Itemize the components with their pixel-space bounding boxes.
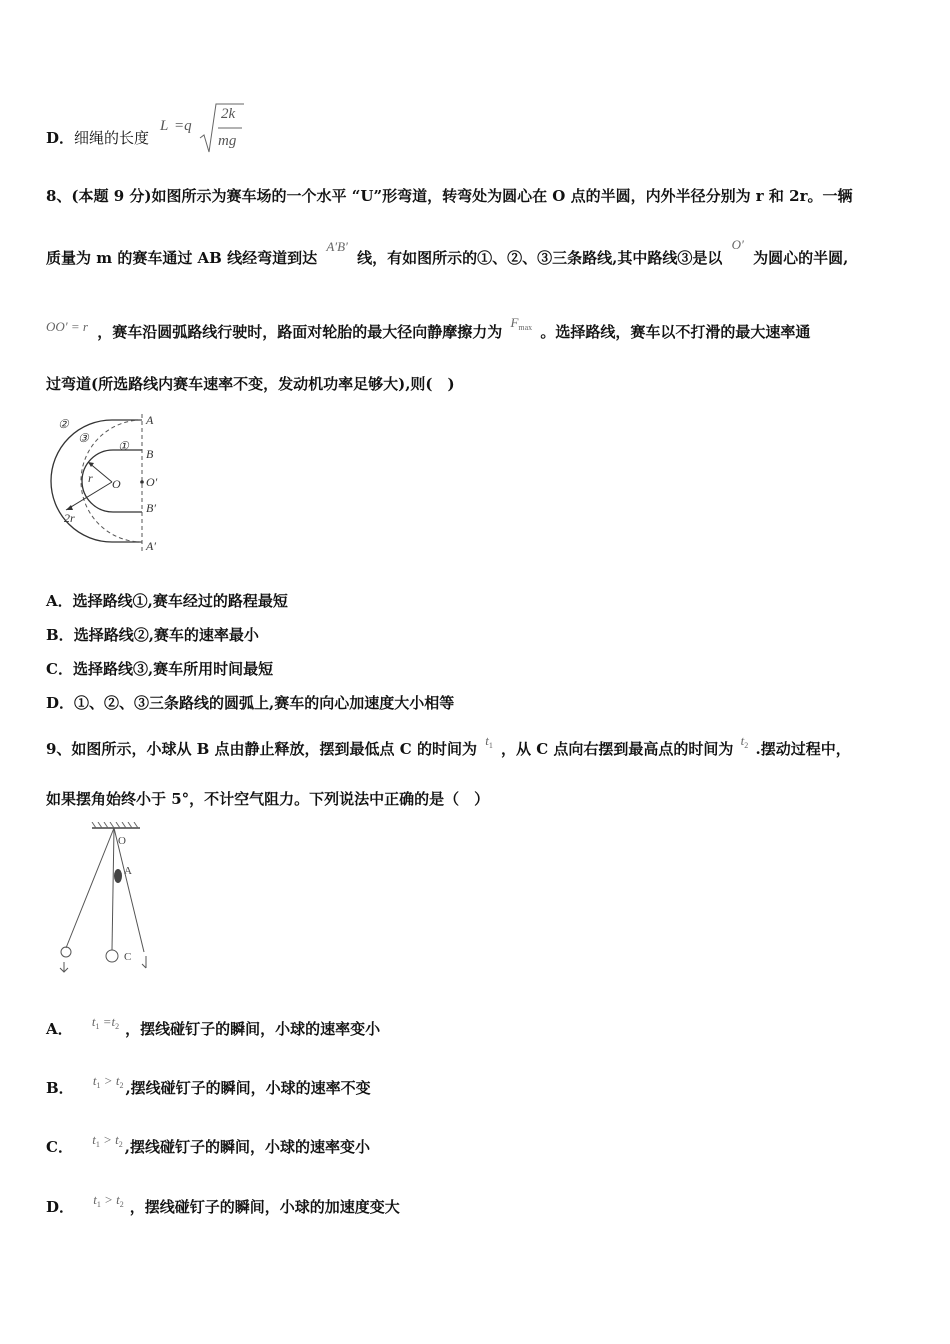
t1-var: t xyxy=(92,1132,96,1147)
q8-line3-b: 。选择路线，赛车以不打滑的最大速率通 xyxy=(540,323,811,341)
t1-sub: 1 xyxy=(488,741,493,750)
label-c: C xyxy=(124,951,132,963)
label-o: O xyxy=(118,835,126,847)
q8-option-a xyxy=(46,591,288,611)
q8-line3-math-fmax xyxy=(507,315,535,330)
option-formula xyxy=(78,1014,125,1029)
option-formula xyxy=(79,1073,126,1088)
relation: > xyxy=(104,1192,113,1207)
fmax-sub: max xyxy=(518,323,533,332)
label-b-prime: B′ xyxy=(146,501,156,515)
t2-sub: 2 xyxy=(119,1200,124,1209)
option-text: ，摆线碰钉子的瞬间，小球的加速度变大 xyxy=(129,1198,400,1216)
option-formula xyxy=(79,1192,130,1207)
option-text: ,摆线碰钉子的瞬间，小球的速率变小 xyxy=(124,1138,370,1156)
q8-line2-math-ab: A′B′ xyxy=(326,239,348,254)
t1-sub: 1 xyxy=(95,1022,100,1031)
option-label: D． xyxy=(46,1198,75,1216)
option-label: D． xyxy=(46,129,75,147)
q9-option-d xyxy=(46,1192,400,1223)
label-r: r xyxy=(88,471,93,485)
label-b: B xyxy=(146,447,154,461)
t2-var: t xyxy=(740,733,745,748)
formula-eq: =q xyxy=(174,118,192,134)
q8-line2-b: 线，有如图所示的①、②、③三条路线,其中路线③是以 xyxy=(357,249,723,267)
label-3: ③ xyxy=(78,431,89,445)
label-2r: 2r xyxy=(64,511,75,525)
q9-line2: 如果摆角始终小于 5°，不计空气阻力。下列说法中正确的是（ ） xyxy=(46,790,490,808)
u-track-figure xyxy=(46,406,176,558)
option-text: ①、②、③三条路线的圆弧上,赛车的向心加速度大小相等 xyxy=(74,694,455,712)
q8-option-c xyxy=(46,659,273,679)
length-formula xyxy=(160,100,250,156)
t2-var: t xyxy=(116,1192,120,1207)
option-formula xyxy=(78,1132,125,1147)
q8-line4: 过弯道(所选路线内赛车速率不变，发动机功率足够大),则( ) xyxy=(46,375,455,393)
q8-line1: 8、(本题 9 分)如图所示为赛车场的一个水平 “U”形弯道，转弯处为圆心在 O 点的半圆，内外半径分别为 r 和 2r。一辆 xyxy=(46,187,853,205)
t2-sub: 2 xyxy=(119,1081,124,1090)
option-text: 选择路线③,赛车所用时间最短 xyxy=(72,660,274,678)
q8-line3 xyxy=(46,315,811,348)
q9-line1-a: 9、如图所示，小球从 B 点由静止释放，摆到最低点 C 的时间为 xyxy=(46,740,477,758)
fmax-f: F xyxy=(510,315,519,330)
relation: > xyxy=(103,1073,113,1088)
option-label: C． xyxy=(46,660,73,678)
option-text: ，摆线碰钉子的瞬间，小球的速率变小 xyxy=(125,1020,381,1038)
q8-line2-c: 为圆心的半圆, xyxy=(753,249,849,267)
label-a-prime: A′ xyxy=(146,539,156,553)
t1-sub: 1 xyxy=(96,1200,101,1209)
q8-option-d xyxy=(46,693,454,713)
option-text: 细绳的长度 xyxy=(74,129,150,147)
t1-var: t xyxy=(92,1073,97,1088)
t1-var: t xyxy=(485,733,489,748)
t1-var: t xyxy=(91,1014,96,1029)
t1-var: t xyxy=(93,1192,97,1207)
option-label: B． xyxy=(46,626,74,644)
q8-line2-math-o: O′ xyxy=(731,237,744,252)
label-a: A xyxy=(124,865,132,877)
q9-option-b xyxy=(46,1073,371,1104)
option-text: ,摆线碰钉子的瞬间，小球的速率不变 xyxy=(125,1079,371,1097)
option-label: B． xyxy=(46,1079,74,1097)
q9-option-c xyxy=(46,1132,370,1163)
label-1: ① xyxy=(118,439,129,453)
label-o-prime: O′ xyxy=(146,475,158,489)
t1-sub: 1 xyxy=(96,1081,101,1090)
q9-option-a xyxy=(46,1014,381,1045)
relation: > xyxy=(103,1132,112,1147)
label-a: A xyxy=(146,413,154,427)
formula-denominator: mg xyxy=(218,133,237,149)
q9-line1-b: ，从 C 点向右摆到最高点的时间为 xyxy=(501,740,734,758)
option-text: 选择路线②,赛车的速率最小 xyxy=(73,626,259,644)
option-label: A． xyxy=(46,592,73,610)
sqrt-sign-icon xyxy=(160,100,250,156)
option-text: 选择路线①,赛车经过的路程最短 xyxy=(72,592,288,610)
formula-numerator: 2k xyxy=(221,106,236,122)
t1-sub: 1 xyxy=(95,1140,100,1149)
t2-var: t xyxy=(115,1132,119,1147)
q8-line3-math-oo: OO′ = r xyxy=(46,319,88,334)
q9-t2 xyxy=(739,733,751,748)
q9-line1 xyxy=(46,733,851,765)
option-label: D． xyxy=(46,694,75,712)
prev-option-d xyxy=(46,128,149,148)
t2-var: t xyxy=(111,1014,116,1029)
pendulum-figure xyxy=(52,822,162,978)
t2-sub: 2 xyxy=(118,1140,123,1149)
q8-line2-a: 质量为 m 的赛车通过 AB 线经弯道到达 xyxy=(46,249,318,267)
q8-line2 xyxy=(46,237,849,269)
q8-option-b xyxy=(46,625,259,645)
label-o: O xyxy=(112,477,121,491)
t2-sub: 2 xyxy=(115,1022,120,1031)
formula-lhs: L xyxy=(160,118,169,134)
q9-line1-c: .摆动过程中， xyxy=(755,740,851,758)
label-2: ② xyxy=(58,417,69,431)
option-label: A． xyxy=(46,1020,73,1038)
q8-line3-a: ，赛车沿圆弧路线行驶时，路面对轮胎的最大径向静摩擦力为 xyxy=(97,323,503,341)
t2-var: t xyxy=(115,1073,120,1088)
relation: = xyxy=(102,1014,112,1029)
t2-sub: 2 xyxy=(744,741,749,750)
option-label: C． xyxy=(46,1138,73,1156)
q9-t1 xyxy=(482,733,496,748)
